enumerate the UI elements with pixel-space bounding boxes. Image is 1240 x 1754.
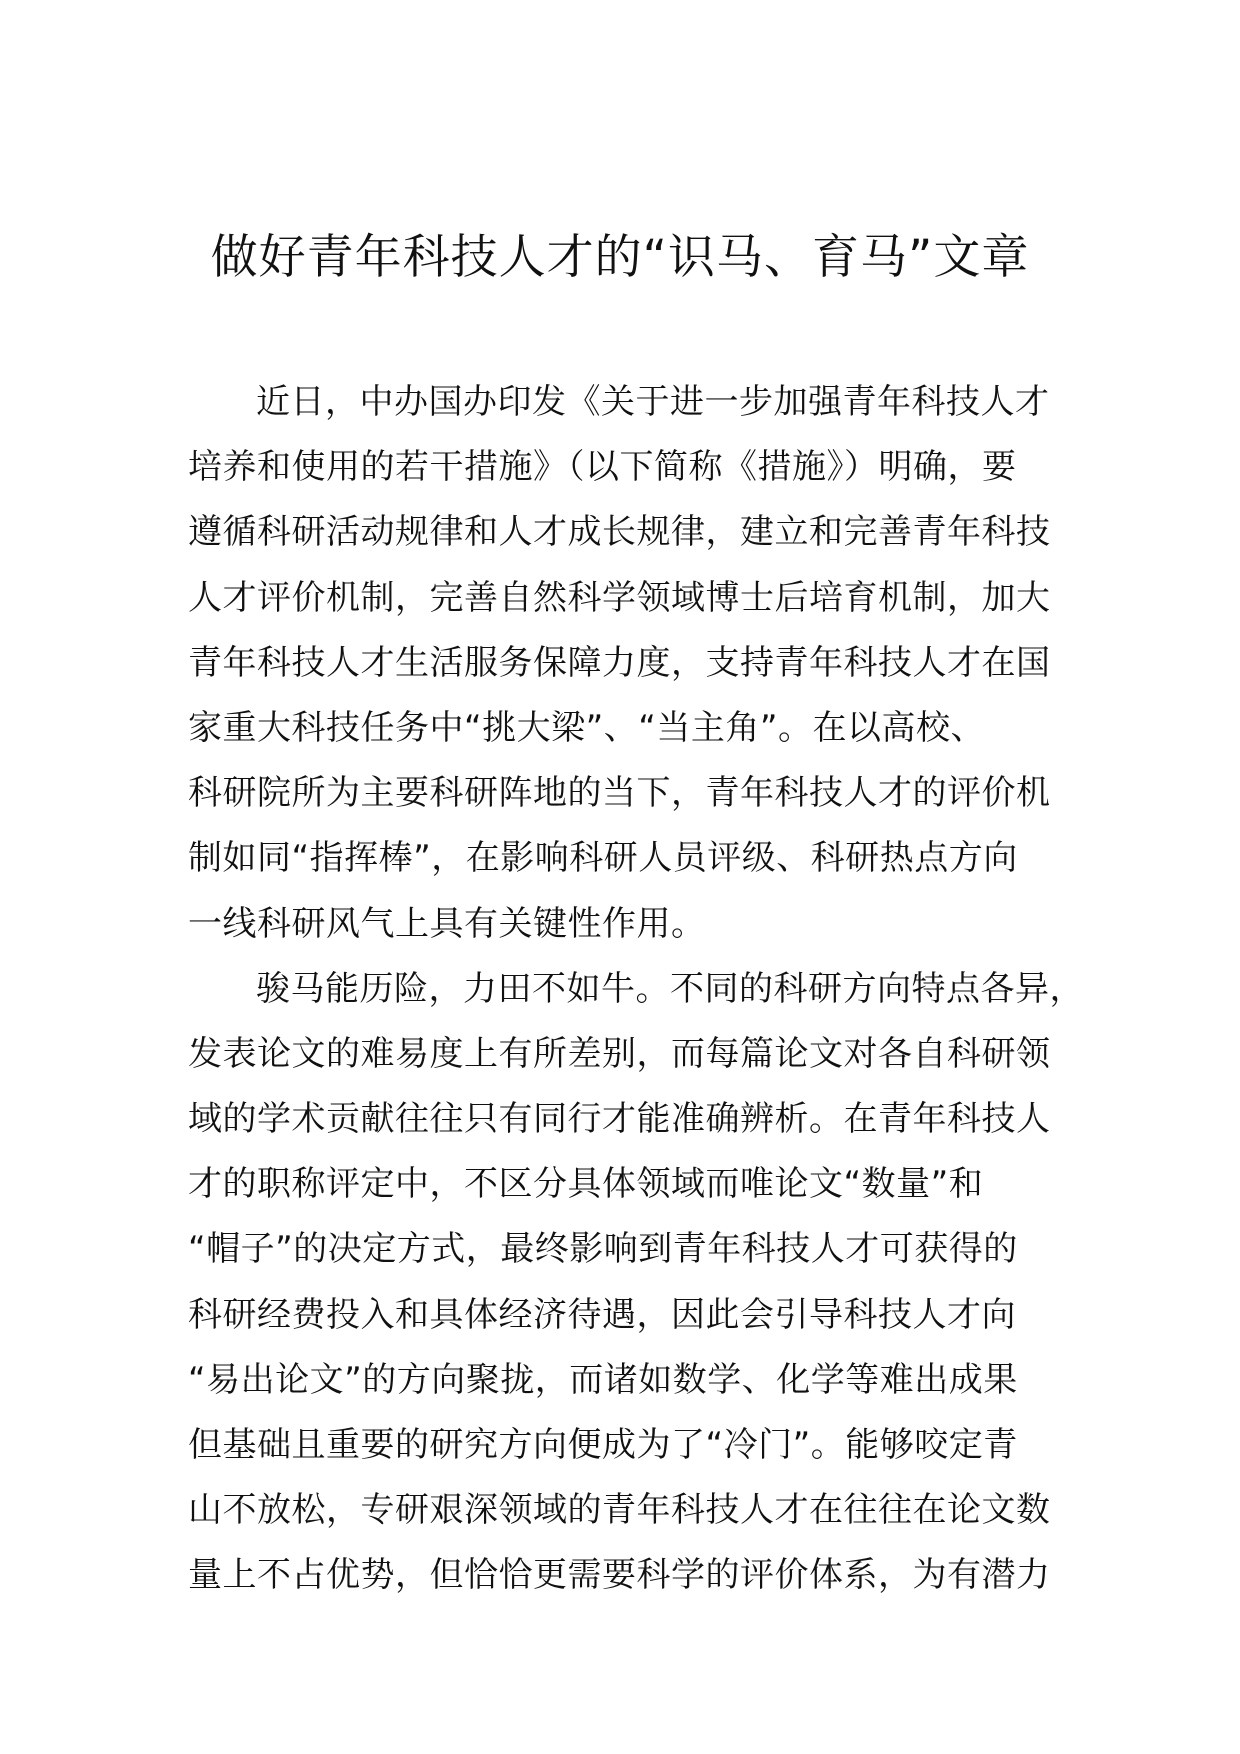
text-line: 培养和使用的若干措施》（以下简称《措施》）明确，要 xyxy=(188,447,1017,488)
text-line: 骏马能历险，力田不如牛。不同的科研方向特点各异， xyxy=(256,968,1084,1009)
text-line: “帽子”的决定方式，最终影响到青年科技人才可获得的 xyxy=(188,1229,1018,1270)
text-line: 近日，中办国办印发《关于进一步加强青年科技人才 xyxy=(256,382,1050,422)
document-title: 做好青年科技人才的“识马、育马”文章 xyxy=(210,230,1030,285)
text-line: “易出论文”的方向聚拢，而诸如数学、化学等难出成果 xyxy=(188,1359,1018,1400)
text-line: 制如同“指挥棒”，在影响科研人员评级、科研热点方向 xyxy=(188,838,1018,879)
text-line: 发表论文的难易度上有所差别，而每篇论文对各自科研领 xyxy=(188,1033,1051,1074)
text-line: 遵循科研活动规律和人才成长规律，建立和完善青年科技 xyxy=(188,512,1051,553)
text-line: 山不放松，专研艰深领域的青年科技人才在往往在论文数 xyxy=(188,1490,1051,1531)
text-line: 域的学术贡献往往只有同行才能准确辨析。在青年科技人 xyxy=(188,1099,1051,1140)
text-line: 量上不占优势，但恰恰更需要科学的评价体系，为有潜力 xyxy=(188,1555,1051,1596)
text-line: 才的职称评定中，不区分具体领域而唯论文“数量”和 xyxy=(188,1164,984,1205)
text-line: 科研院所为主要科研阵地的当下，青年科技人才的评价机 xyxy=(188,773,1051,814)
text-line: 家重大科技任务中“挑大梁”、“当主角”。在以高校、 xyxy=(188,707,985,748)
text-line: 人才评价机制，完善自然科学领域博士后培育机制，加大 xyxy=(188,577,1051,618)
text-line: 一线科研风气上具有关键性作用。 xyxy=(188,903,706,944)
text-line: 青年科技人才生活服务保障力度，支持青年科技人才在国 xyxy=(188,642,1051,683)
paragraph-1 xyxy=(188,370,1088,957)
document-body xyxy=(188,370,1088,1609)
text-line: 但基础且重要的研究方向便成为了“冷门”。能够咬定青 xyxy=(188,1425,1018,1465)
text-line: 科研经费投入和具体经济待遇，因此会引导科技人才向 xyxy=(188,1294,1016,1335)
paragraph-2 xyxy=(188,957,1088,1609)
